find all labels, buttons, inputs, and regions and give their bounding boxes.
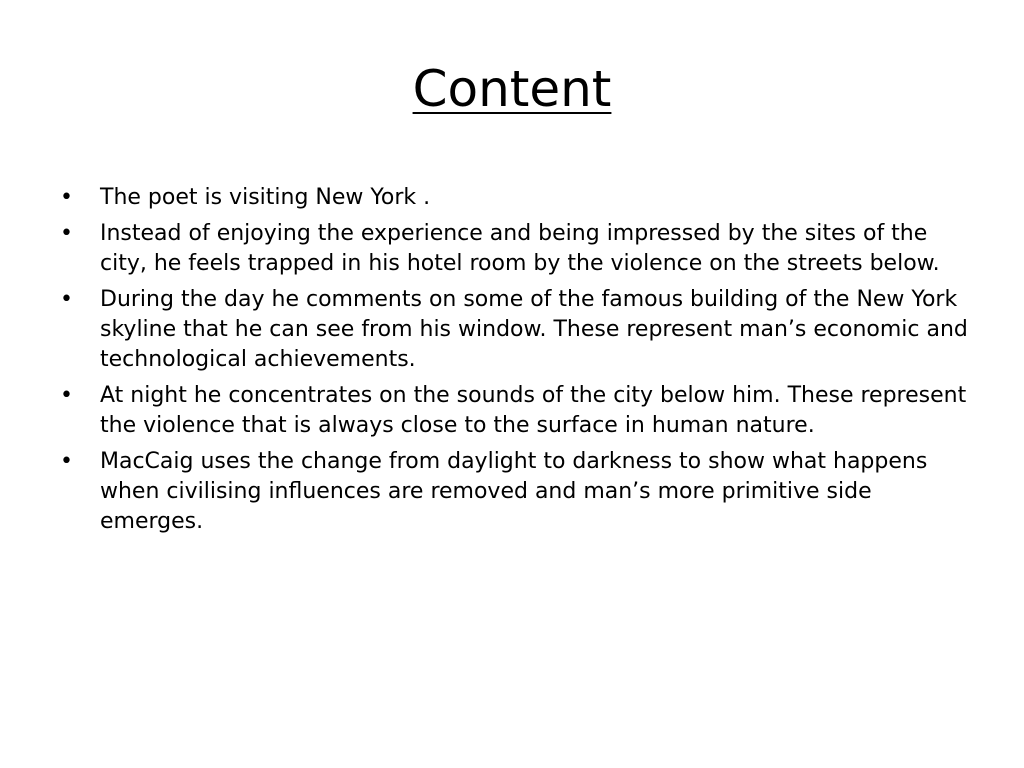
slide-title-text: Content <box>412 60 612 118</box>
bullet-item <box>60 219 972 279</box>
bullet-dot-icon: • <box>60 287 73 312</box>
bullet-dot-icon: • <box>60 383 73 408</box>
bullet-dot-icon: • <box>60 221 73 246</box>
bullet-dot-icon: • <box>60 449 73 474</box>
bullet-item <box>60 183 972 213</box>
bullet-list <box>60 183 972 543</box>
bullet-text: Instead of enjoying the experience and being impressed by the sites of the city, he feels trapped in his hotel room by the violence on the streets below. <box>100 221 940 276</box>
bullet-text: MacCaig uses the change from daylight to darkness to show what happens when civilising influences are removed and man’s more primitive side emerges. <box>100 449 928 534</box>
bullet-text: During the day he comments on some of the famous building of the New York skyline that he can see from his window. These represent man’s economic and technological achievements. <box>100 287 968 372</box>
bullet-text: The poet is visiting New York . <box>100 185 431 210</box>
bullet-item <box>60 381 972 441</box>
bullet-item <box>60 285 972 375</box>
bullet-text: At night he concentrates on the sounds of the city below him. These represent the violence that is always close to the surface in human nature. <box>100 383 967 438</box>
bullet-dot-icon: • <box>60 185 73 210</box>
slide-title <box>0 62 1024 117</box>
bullet-item <box>60 447 972 537</box>
